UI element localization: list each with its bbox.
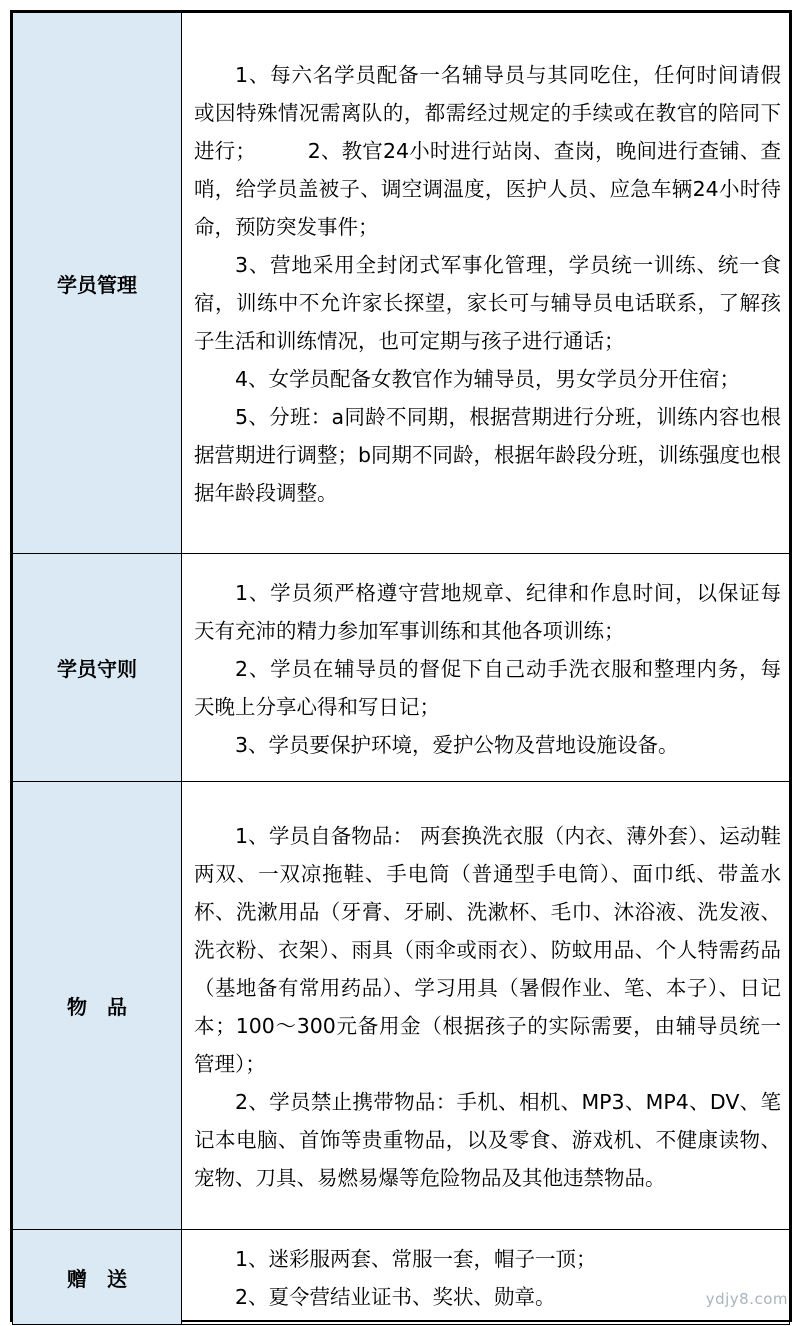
section-content: [182, 1230, 790, 1325]
paragraph: 1、学员须严格遵守营地规章、纪律和作息时间，以保证每天有充沛的精力参加军事训练和其他各项训练；: [194, 580, 781, 643]
paragraph: 4、女学员配备女教官作为辅导员，男女学员分开住宿；: [235, 367, 741, 391]
row-student-rules: [13, 554, 790, 782]
paragraph: 1、迷彩服两套、常服一套，帽子一顶；: [235, 1247, 597, 1271]
paragraph: 1、学员自备物品： 两套换洗衣服（内衣、薄外套）、运动鞋两双、一双凉拖鞋、手电筒（普通型手电筒）、面巾纸、带盖水杯、洗漱用品（牙膏、牙刷、洗漱杯、毛巾、沐浴液、洗发液、洗衣粉、衣架）、雨具（雨伞或雨衣）、防蚊用品、个人特需药品（基地备有常用药品）、学习用具（暑假作业、笔、本子）、日记本；100～300元备用金（根据孩子的实际需要，由辅导员统一管理）；: [194, 823, 781, 1076]
paragraph: 5、分班：a同龄不同期，根据营期进行分班，训练内容也根据营期进行调整；b同期不同龄，根据年龄段分班，训练强度也根据年龄段调整。: [194, 405, 782, 505]
section-content: [182, 782, 790, 1230]
watermark: ydjy8.com: [705, 1290, 788, 1308]
camp-info-table: [12, 12, 790, 1325]
section-label: 物 品: [13, 782, 182, 1230]
row-items: [13, 782, 790, 1230]
paragraph: 1、每六名学员配备一名辅导员与其同吃住，任何时间请假或因特殊情况需离队的，都需经过规定的手续或在教官的陪同下进行； 2、教官24小时进行站岗、查岗，晚间进行查铺、查哨，给学员盖被子、调空调温度，医护人员、应急车辆24小时待命，预防突发事件；: [194, 63, 781, 239]
paragraph: 3、营地采用全封闭式军事化管理，学员统一训练、统一食宿，训练中不允许家长探望，家长可与辅导员电话联系，了解孩子生活和训练情况，也可定期与孩子进行通话；: [194, 253, 781, 353]
paragraph: 2、夏令营结业证书、奖状、勋章。: [235, 1285, 556, 1309]
section-label: 学员守则: [13, 554, 182, 782]
row-gifts: [13, 1230, 790, 1325]
section-label: 赠 送: [13, 1230, 182, 1325]
camp-info-table-frame: [10, 10, 792, 1322]
paragraph: 3、学员要保护环境，爱护公物及营地设施设备。: [235, 732, 679, 757]
paragraph: 2、学员在辅导员的督促下自己动手洗衣服和整理内务，每天晚上分享心得和写日记；: [194, 656, 781, 719]
section-content: [182, 554, 790, 782]
row-student-management: [13, 13, 790, 554]
section-label: 学员管理: [13, 13, 182, 554]
paragraph: 2、学员禁止携带物品：手机、相机、MP3、MP4、DV、笔记本电脑、首饰等贵重物品，以及零食、游戏机、不健康读物、宠物、刀具、易燃易爆等危险物品及其他违禁物品。: [194, 1089, 781, 1190]
section-content: [182, 13, 790, 554]
